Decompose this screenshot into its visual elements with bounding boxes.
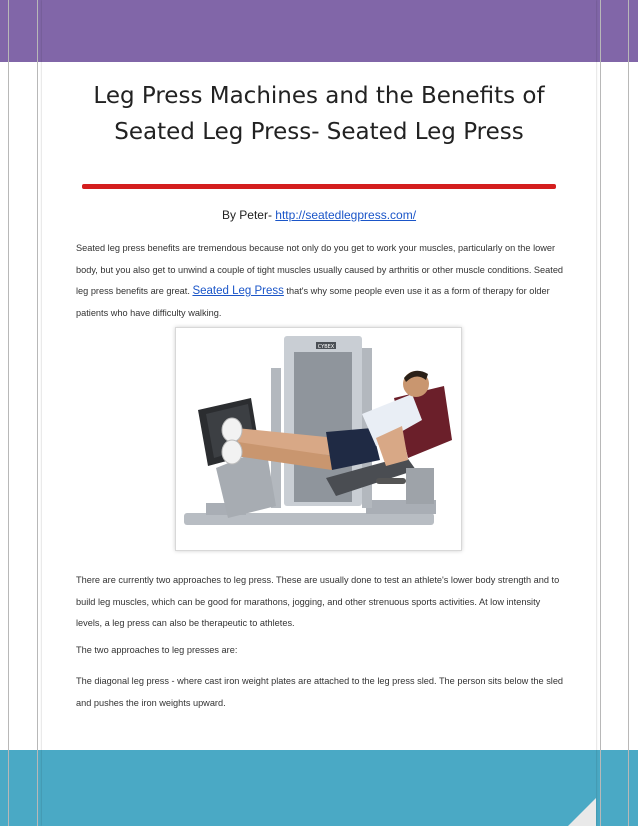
document-title <box>42 78 596 150</box>
page-top-band <box>42 0 596 62</box>
brand-label: CYBEX <box>317 344 335 350</box>
paragraph-diagonal-press: The diagonal leg press - where cast iron weight plates are attached to the leg press sled. The person sits below the sled and pushes the iron weights upward. <box>76 676 564 708</box>
person-shoe-top <box>222 418 242 442</box>
byline-author: By Peter- <box>221 208 276 222</box>
handle <box>376 478 406 484</box>
paragraph-intro <box>76 238 566 324</box>
person-shoe-bottom <box>222 440 242 464</box>
left-frame-line-inner <box>37 0 38 826</box>
title-line-2: Seated Leg Press- Seated Leg Press <box>114 119 524 145</box>
paragraph-approaches: There are currently two approaches to leg press. These are usually done to test an athlete's lower body strength and to build leg muscles, which can be good for marathons, jogging, and other strenuous sports activities. At low intensity levels, a leg press can also be therapeutic to athletes. <box>76 575 560 628</box>
byline-link[interactable]: http://seatedlegpress.com/ <box>275 208 417 222</box>
leg-press-illustration <box>176 328 461 550</box>
intro-text-end: that's why some people even use it as a form of therapy for older patients who have difficulty walking. <box>76 286 550 318</box>
title-line-1: Leg Press Machines and the Benefits of <box>93 83 545 109</box>
left-frame-line <box>8 0 9 826</box>
right-frame-line-inner <box>600 0 601 826</box>
right-frame-line <box>628 0 629 826</box>
leg-press-image <box>175 327 462 551</box>
page-bottom-band <box>42 750 596 826</box>
seated-leg-press-link[interactable]: Seated Leg Press <box>192 285 284 297</box>
title-rule <box>82 184 556 189</box>
page-fold <box>568 798 596 826</box>
intro-text: Seated leg press benefits are tremendous because not only do you get to work your muscles, particularly on the lower body, but you also get to unwind a couple of tight muscles usually caused by arthritis or other muscle conditions. Seated leg press benefits are great. <box>76 243 564 296</box>
byline <box>42 208 596 222</box>
seat-support <box>406 468 434 504</box>
paragraph-two-approaches: The two approaches to leg presses are: <box>76 645 238 655</box>
